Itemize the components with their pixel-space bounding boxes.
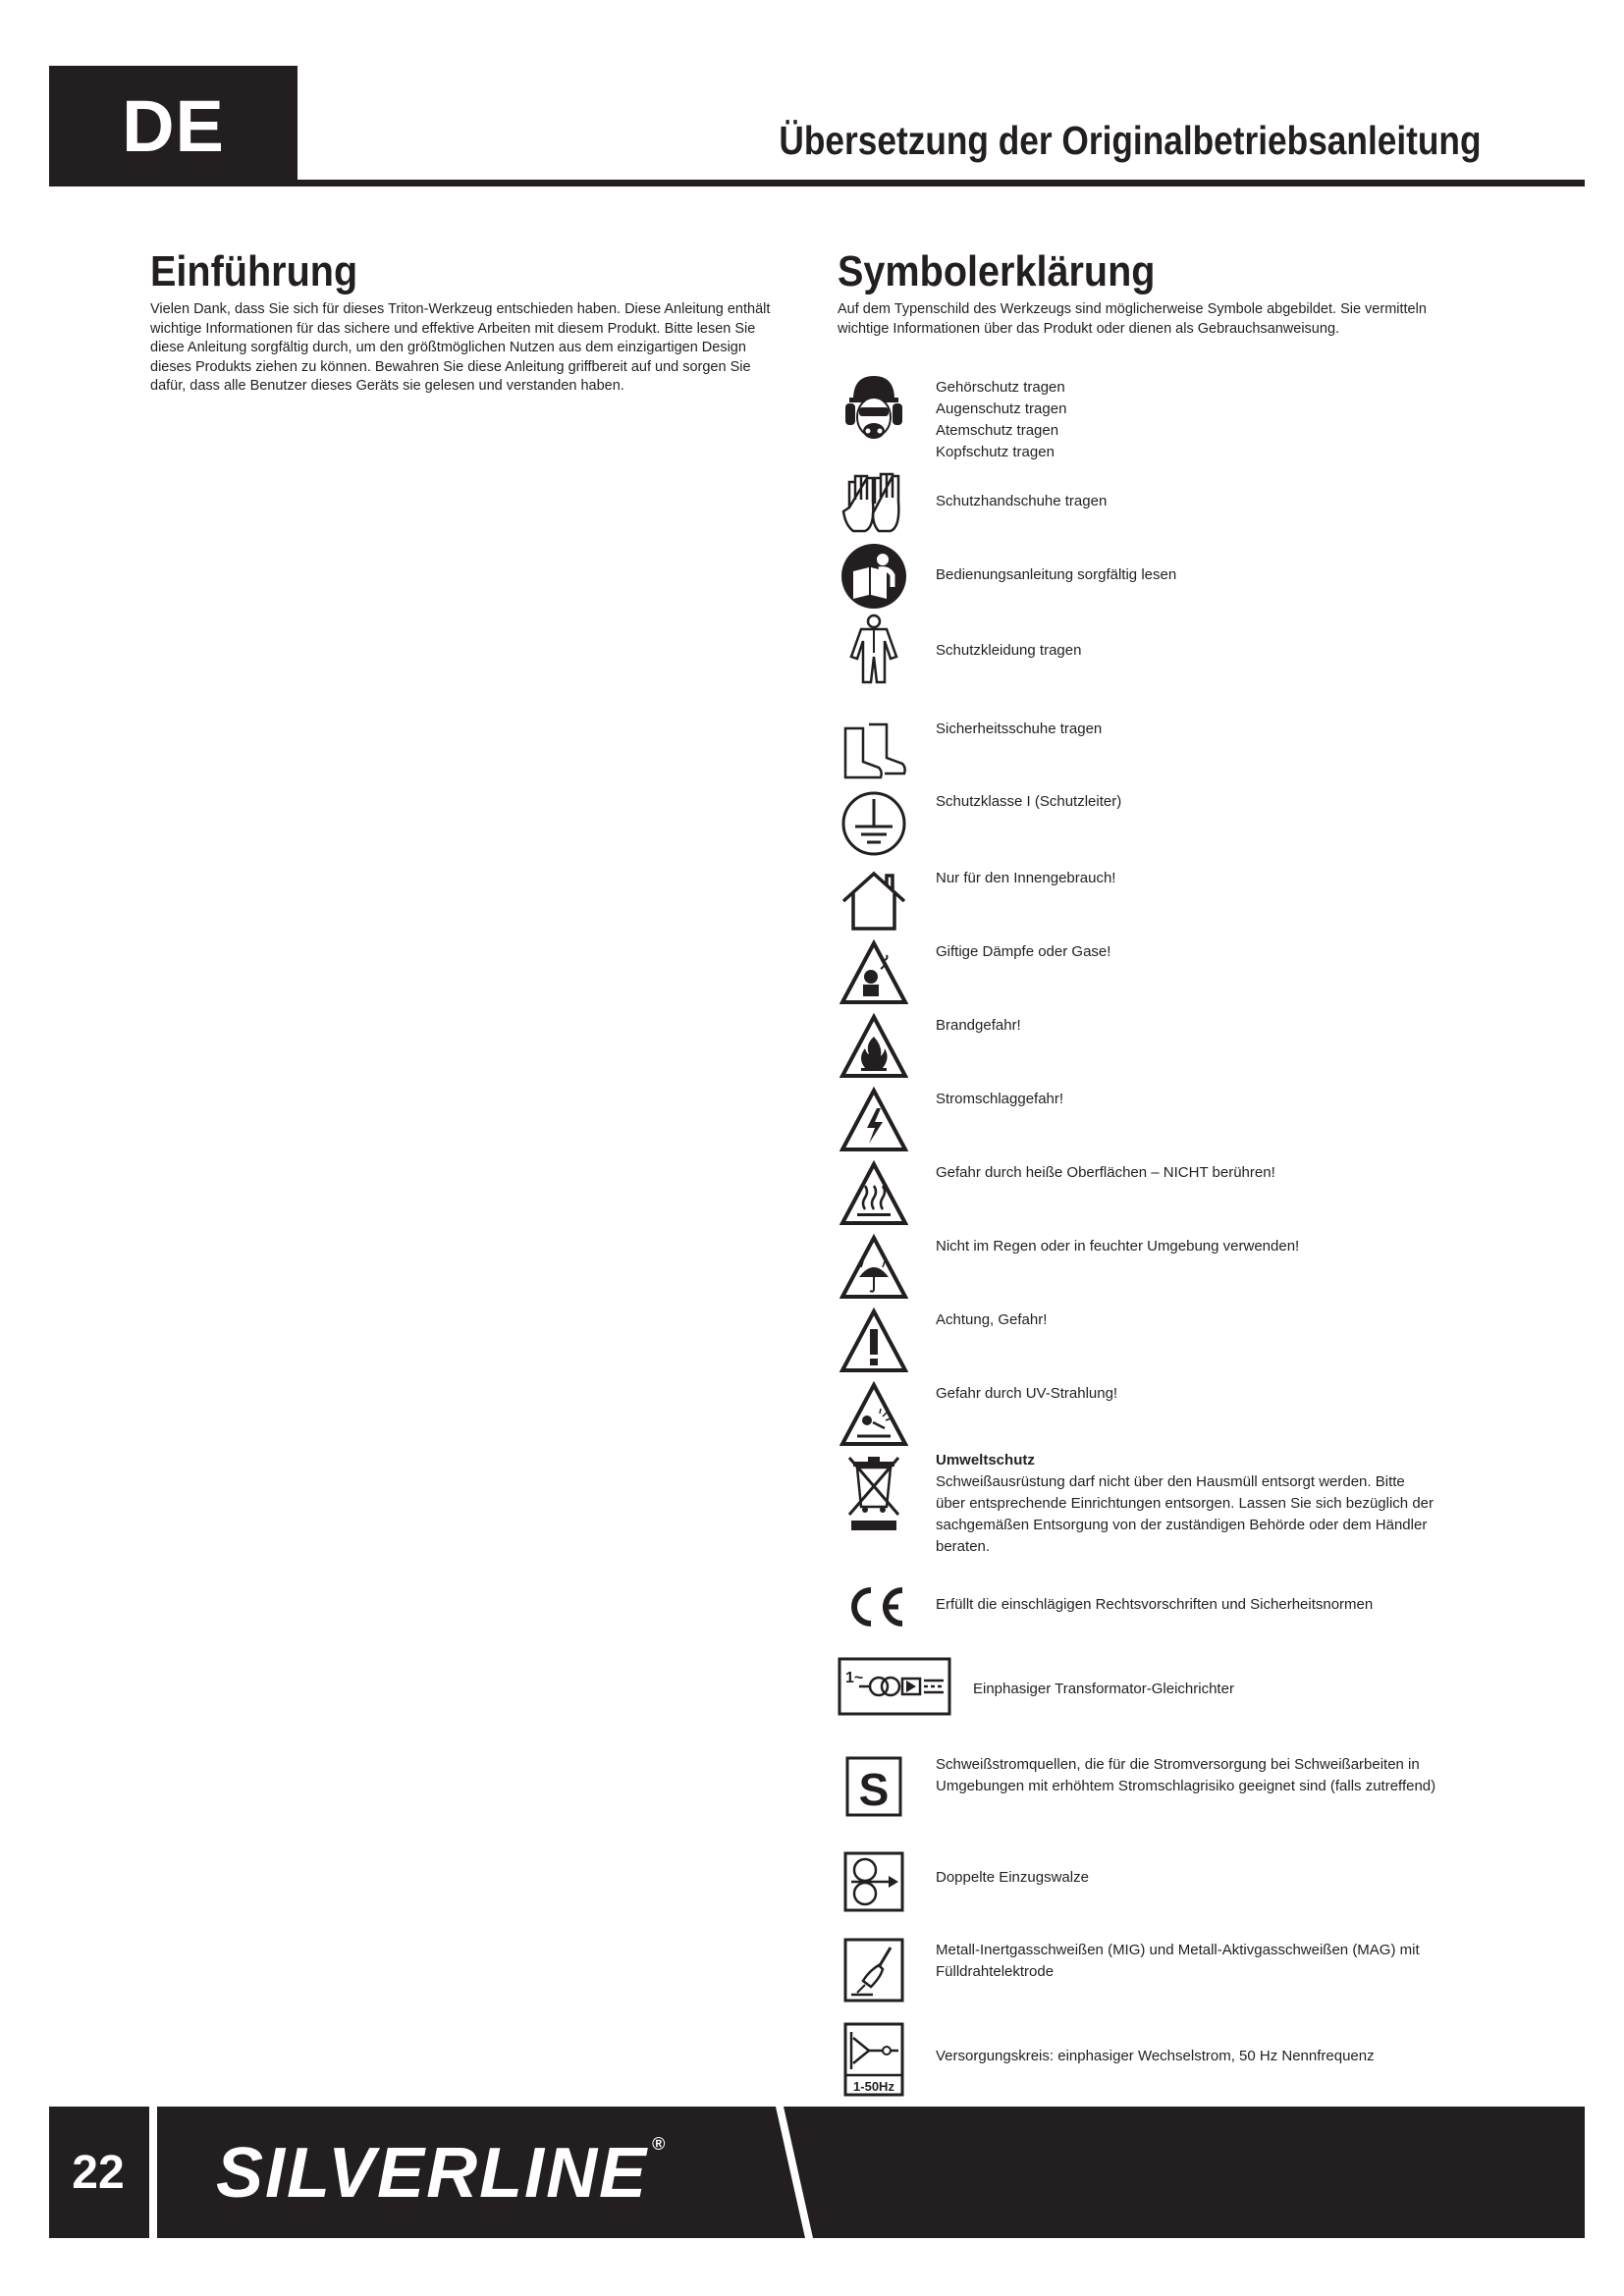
symbol-line: Augenschutz tragen	[936, 400, 1067, 417]
symbol-description	[936, 1015, 1021, 1037]
intro-line: dieses Produkts ziehen zu können. Bewahren Sie diese Anleitung griffbereit auf und sorgen Sie	[150, 358, 751, 375]
symbol-line: Achtung, Gefahr!	[936, 1311, 1048, 1328]
symbol-line: Doppelte Einzugswalze	[936, 1869, 1089, 1886]
symbol-line: Schutzhandschuhe tragen	[936, 493, 1108, 509]
transformer-rectifier-icon	[838, 1657, 951, 1720]
symbol-line: Gefahr durch UV-Strahlung!	[936, 1385, 1118, 1402]
language-code: DE	[122, 84, 225, 167]
symbol-line: Giftige Dämpfe oder Gase!	[936, 943, 1111, 960]
intro-line: Vielen Dank, dass Sie sich für dieses Triton-Werkzeug entschieden haben. Diese Anleitung enthält	[150, 301, 771, 317]
symbol-description	[936, 1940, 1420, 1983]
symbol-description	[936, 719, 1102, 740]
symbol-description	[936, 1754, 1435, 1797]
symbol-line: Umgebungen mit erhöhtem Stromschlagrisiko geeignet sind (falls zutreffend)	[936, 1778, 1436, 1794]
electric-shock-icon	[838, 1085, 910, 1157]
single-phase-supply-icon	[838, 2022, 910, 2099]
svg-text:S: S	[858, 1764, 890, 1815]
symbol-description	[936, 791, 1121, 813]
brand-logo	[216, 2134, 667, 2213]
toxic-fumes-icon	[838, 937, 910, 1010]
symbol-line: Kopfschutz tragen	[936, 444, 1055, 460]
intro-line: wichtige Informationen für das sichere und effektive Arbeiten mit diesem Produkt. Bitte lesen Sie	[150, 320, 756, 337]
symbols-heading: Symbolerklärung	[838, 247, 1156, 295]
symbol-line: Schweißausrüstung darf nicht über den Hausmüll entsorgt werden. Bitte	[936, 1473, 1405, 1490]
symbol-line: Brandgefahr!	[936, 1017, 1021, 1034]
symbol-description	[936, 1867, 1089, 1889]
ppe-head-icon	[838, 373, 910, 446]
mig-mag-icon	[838, 1934, 910, 2006]
symbol-description	[936, 1383, 1117, 1405]
symbol-description	[936, 941, 1110, 963]
intro-paragraph	[150, 300, 779, 397]
symbol-line: Nur für den Innengebrauch!	[936, 870, 1116, 886]
symbol-line: Schutzklasse I (Schutzleiter)	[936, 793, 1122, 810]
protective-earth-icon	[838, 787, 910, 860]
intro-line: dafür, dass alle Benutzer dieses Geräts sie gelesen und verstanden haben.	[150, 378, 624, 394]
symbol-line: Gehörschutz tragen	[936, 379, 1065, 396]
symbol-description	[936, 1236, 1299, 1257]
symbol-description	[936, 1162, 1275, 1184]
symbol-description	[936, 2046, 1375, 2067]
symbol-line: Versorgungskreis: einphasiger Wechselstrom, 50 Hz Nennfrequenz	[936, 2048, 1375, 2064]
indoor-only-icon	[838, 864, 910, 936]
symbol-line: über entsprechende Einrichtungen entsorgen. Lassen Sie sich bezüglich der	[936, 1495, 1434, 1512]
symbol-description	[936, 491, 1107, 512]
symbol-line: Fülldrahtelektrode	[936, 1963, 1055, 1980]
symbol-description	[936, 1309, 1047, 1331]
fire-hazard-icon	[838, 1011, 910, 1084]
symbol-line: Gefahr durch heiße Oberflächen – NICHT berühren!	[936, 1164, 1275, 1181]
ce-mark-icon	[838, 1571, 910, 1643]
brand-name: SILVERLINE	[216, 2134, 649, 2213]
double-feed-roller-icon	[838, 1845, 910, 1918]
symbols-intro	[838, 300, 1525, 339]
header-rule	[49, 180, 1585, 187]
page-number: 22	[72, 2146, 125, 2199]
uv-radiation-icon	[838, 1379, 910, 1452]
protective-clothing-icon	[838, 614, 910, 686]
gloves-icon	[838, 466, 910, 539]
symbol-line: Einphasiger Transformator-Gleichrichter	[973, 1681, 1234, 1697]
symbol-line: sachgemäßen Entsorgung von der zuständigen Behörde oder dem Händler	[936, 1517, 1428, 1533]
symbol-title: Umweltschutz	[936, 1452, 1035, 1468]
intro-line: diese Anleitung sorgfältig durch, um den größtmöglichen Nutzen aus dem einzigartigen Design	[150, 340, 746, 355]
warning-icon	[838, 1306, 910, 1378]
intro-heading: Einführung	[150, 247, 358, 295]
hot-surface-icon	[838, 1158, 910, 1231]
supply-label: 1-50Hz	[853, 2079, 894, 2094]
symbol-description	[973, 1679, 1234, 1700]
symbol-line: Schutzkleidung tragen	[936, 642, 1082, 659]
read-manual-icon	[838, 540, 910, 613]
symbols-intro-line: wichtige Informationen über das Produkt oder dienen als Gebrauchsanweisung.	[838, 320, 1340, 337]
symbol-description	[936, 640, 1081, 662]
symbol-line: Metall-Inertgasschweißen (MIG) und Metall-Aktivgasschweißen (MAG) mit	[936, 1942, 1420, 1958]
symbol-line: beraten.	[936, 1538, 991, 1555]
page-title: Übersetzung der Originalbetriebsanleitung	[779, 118, 1482, 163]
safety-boots-icon	[838, 717, 910, 789]
transformer-label: 1~	[845, 1670, 864, 1686]
symbol-line: Schweißstromquellen, die für die Stromversorgung bei Schweißarbeiten in	[936, 1756, 1420, 1773]
s-mark-icon	[838, 1750, 910, 1823]
symbol-description	[936, 1450, 1434, 1558]
footer-white-wedge	[766, 2107, 1585, 2238]
symbol-description	[936, 868, 1115, 889]
weee-bin-icon	[838, 1448, 910, 1536]
symbol-description	[936, 377, 1066, 463]
symbol-description	[936, 564, 1176, 586]
symbol-line: Erfüllt die einschlägigen Rechtsvorschriften und Sicherheitsnormen	[936, 1596, 1374, 1613]
symbols-intro-line: Auf dem Typenschild des Werkzeugs sind möglicherweise Symbole abgebildet. Sie vermitteln	[838, 301, 1427, 317]
symbol-line: Nicht im Regen oder in feuchter Umgebung verwenden!	[936, 1238, 1300, 1255]
symbol-line: Atemschutz tragen	[936, 422, 1059, 439]
symbol-description	[936, 1594, 1373, 1616]
footer-separator	[149, 2107, 157, 2238]
symbol-line: Sicherheitsschuhe tragen	[936, 721, 1103, 737]
language-tab	[49, 66, 298, 186]
symbol-description	[936, 1089, 1063, 1110]
symbol-line: Stromschlaggefahr!	[936, 1091, 1064, 1107]
symbol-line: Bedienungsanleitung sorgfältig lesen	[936, 566, 1177, 583]
registered-mark: ®	[652, 2134, 668, 2154]
footer-bar	[49, 2107, 1585, 2238]
no-rain-icon	[838, 1232, 910, 1305]
